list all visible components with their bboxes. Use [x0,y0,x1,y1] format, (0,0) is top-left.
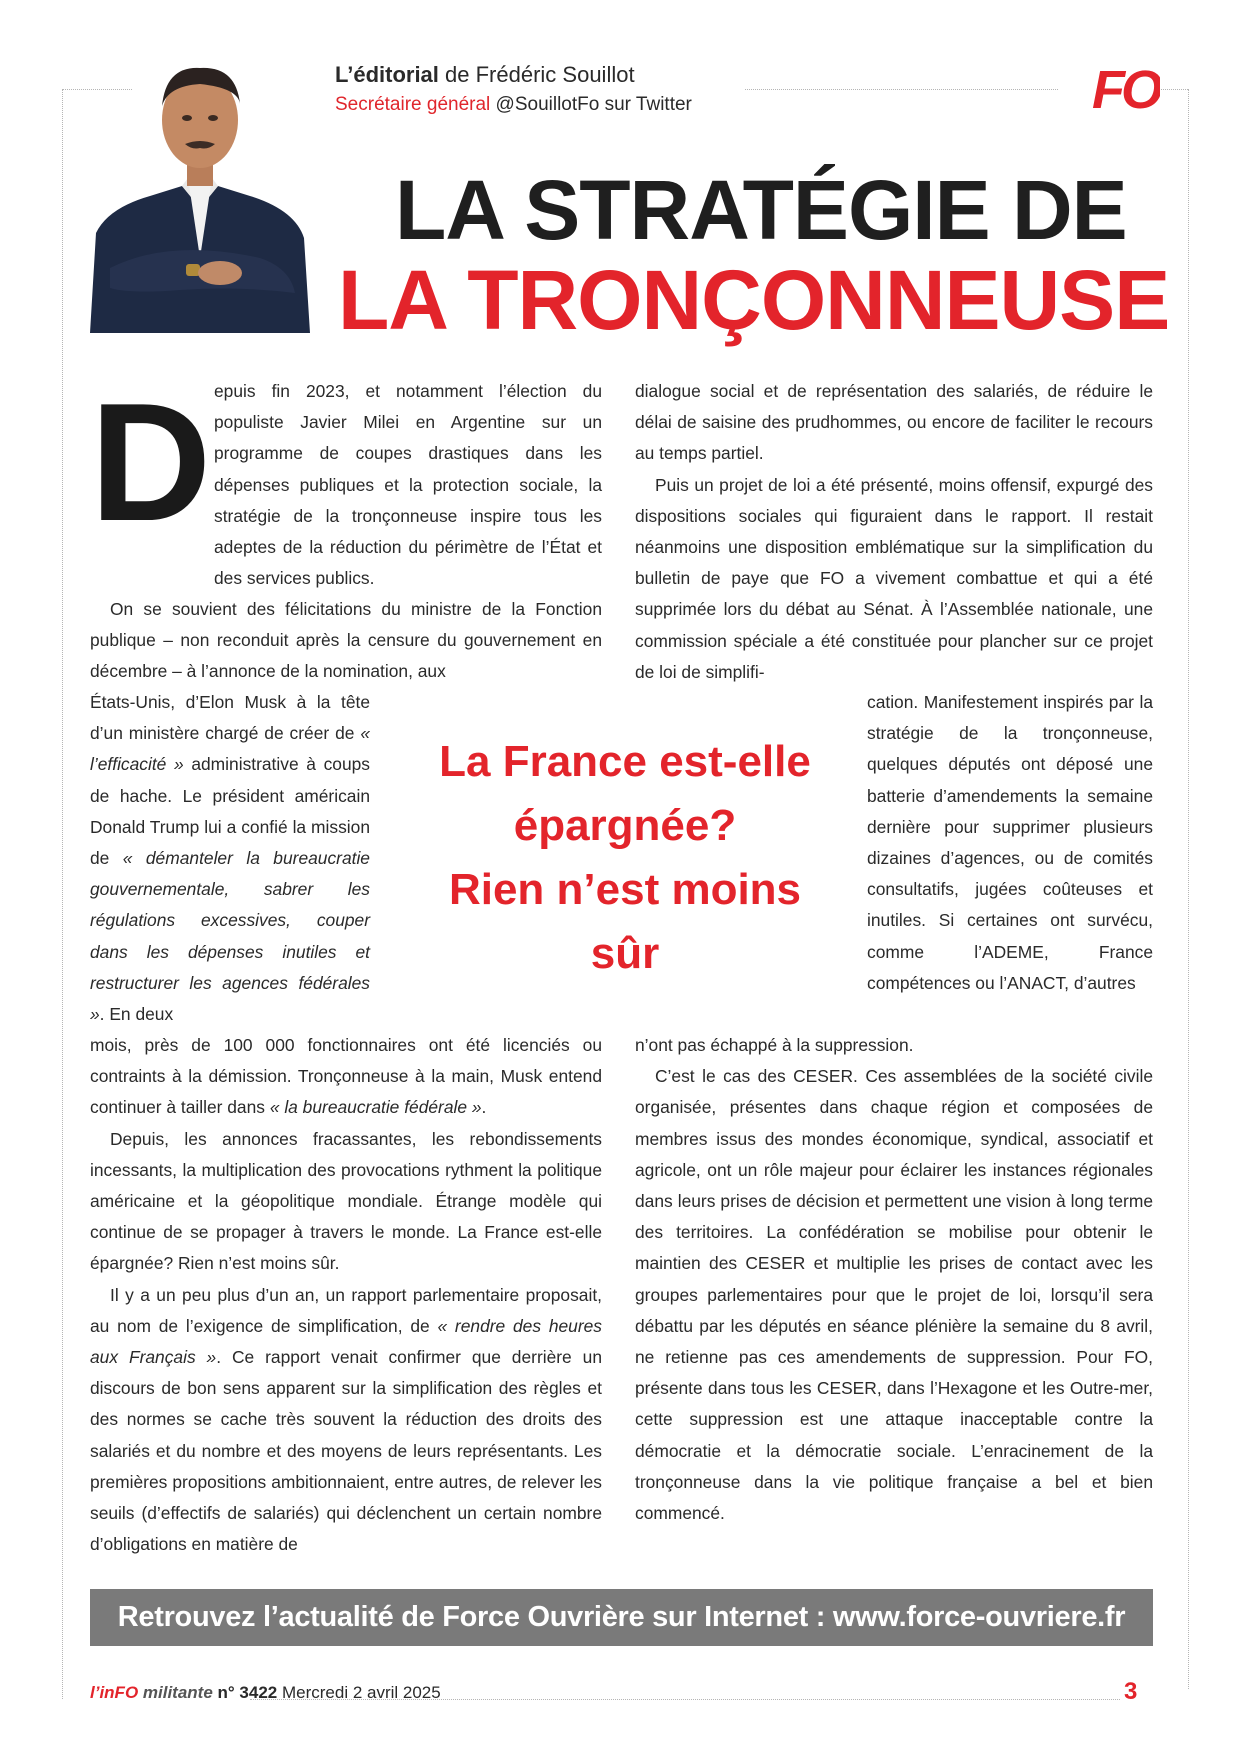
pull-quote-line: épargnée? [513,801,737,850]
article-paragraph [90,368,602,594]
fo-logo-text: FO [1092,60,1159,120]
issue-date: Mercredi 2 avril 2025 [277,1683,441,1702]
info-logo: l’inFO [90,1683,139,1702]
article-paragraph [90,687,370,1030]
drop-cap: D [90,368,212,556]
article-paragraph: n’ont pas échappé à la suppression. [635,1035,914,1055]
article-paragraph [90,1030,602,1124]
article-column-left-mid [90,594,602,688]
frame-divider [1156,89,1188,90]
article-text: États-Unis, d’Elon Musk à la tête d’un ministère chargé de créer de [90,692,370,744]
page-title-line1: LA STRATÉGIE DE [395,163,1127,257]
website-banner[interactable]: Retrouvez l’actualité de Force Ouvrière sur Internet : www.force-ouvriere.fr [90,1589,1153,1646]
article-paragraph: dialogue social et de représentation des salariés, de réduire le délai de saisine des prudhommes, ou encore de faciliter le recours au temps partiel. [635,381,1153,464]
pull-quote-line: Rien n’est moins [448,865,802,914]
article-text: . Ce rapport venait confirmer que derrière un discours de bon sens apparent sur la simplification des règles et des normes se cache très souvent la réduction des droits des salariés et du nombre et des moyens de leurs représentants. Les premières propositions ambitionnaient, entre autres, de relever les seuils (d’effectifs de salariés) qui déclenchent un certain nombre d’obligations en matière de [90,1347,602,1555]
article-paragraph: cation. Manifestement inspirés par la stratégie de la tronçonneuse, quelques députés ont déposé une batterie d’amendements la semaine dernière pour supprimer plusieurs dizaines d’agences, ou de comités consultatifs, jugées coûteuses et inutiles. Si certaines ont survécu, comme l’ADEME, France compétences ou l’ANACT, d’autres [867,692,1153,993]
publication-name: militante [138,1683,213,1702]
pull-quote-line: La France est-elle [439,737,811,786]
author-name: de Frédéric Souillot [438,62,635,87]
article-paragraph: Depuis, les annonces fracassantes, les rebondissements incessants, la multiplication des provocations rythment la politique américaine et la géopolitique mondiale. Étrange modèle qui continue de se propager à travers le monde. La France est-elle épargnée? Rien n’est moins sûr. [90,1128,602,1274]
article-text: mois, près de 100 000 fonctionnaires ont été licenciés ou contraints à la démission. Tronçonneuse à la main, Musk entend continuer à tailler dans [90,1035,602,1118]
article-column-left-top [90,368,602,594]
article-quote: « l’efficacité » [90,723,370,775]
article-text: . En deux [99,1004,174,1025]
pull-quote-line: sûr [590,929,660,978]
article-column-left-bottom [90,1030,602,1560]
article-intro: epuis fin 2023, et notamment l’élection du populiste Javier Milei en Argentine sur un programme de coupes drastiques dans les dépenses publiques et la protection sociale, la stratégie de la tronçonneuse inspire tous les adeptes de la réduction du périmètre de l’État et des services publics. [214,381,602,589]
article-text: administrative à coups de hache. Le président américain Donald Trump lui a confié la mission de [90,754,371,869]
article-paragraph: C’est le cas des CESER. Ces assemblées de la société civile organisée, présentes dans chaque région et composées de membres issus des mondes économique, syndical, associatif et agricole, ont un rôle majeur pour éclairer les instances régionales dans leurs prises de décision et permettent une vision à long terme des territoires. La confédération se mobilise pour obtenir le maintien des CESER et multiplie les prises de contact avec les groupes parlementaires pour que le projet de loi, lorsqu’il sera débattu par les députés en séance plénière la semaine du 8 avril, ne retienne pas ces amendements de suppression. Pour FO, présente dans tous les CESER, dans l’Hexagone et les Outre-mer, cette suppression est une attaque inacceptable contre la démocratie et la démocratie sociale. L’enracinement de la tronçonneuse dans la vie politique française a bel et bien commencé. [635,1066,1153,1524]
article-paragraph: On se souvient des félicitations du ministre de la Fonction publique – non reconduit après la censure du gouvernement en décembre – à l’annonce de la nomination, aux [90,599,602,682]
article-quote: « rendre des heures aux Français » [90,1315,602,1368]
article-column-right-bottom [635,1030,1153,1529]
frame-divider [1188,89,1189,1689]
article-paragraph: Puis un projet de loi a été présenté, moins offensif, expurgé des dispositions sociales qui figuraient dans le rapport. Il restait néanmoins une disposition emblématique sur la simplification du bulletin de paye que FO a vivement combattue et qui a été supprimée lors du débat au Sénat. À l’Assemblée nationale, une commission spéciale a été constituée pour plancher sur ce projet de loi de simplifi- [635,474,1153,682]
frame-divider [62,89,63,1699]
editorial-byline [335,62,635,88]
fo-logo [1090,52,1160,122]
frame-divider [745,89,1058,90]
page-title-line2: LA TRONÇONNEUSE [338,253,1170,347]
pull-quote [405,730,845,986]
article-quote: « la bureaucratie fédérale » [269,1097,482,1118]
article-text: . [481,1097,487,1118]
article-paragraph [90,1280,602,1561]
article-column-right-narrow [867,687,1153,999]
page-footer [90,1683,441,1703]
author-twitter: @SouillotFo sur Twitter [490,94,692,115]
editorial-label: L’éditorial [335,62,439,87]
article-text: Il y a un peu plus d’un an, un rapport parlementaire proposait, au nom de l’exigence de simplification, de [90,1284,602,1336]
article-quote: « démanteler la bureaucratie gouvernementale, sabrer les régulations excessives, couper dans les dépenses inutiles et restructurer les agences fédérales » [90,848,370,1025]
article-column-left-narrow [90,687,370,1030]
article-column-right-top [635,376,1153,688]
author-role: Secrétaire général [335,94,491,115]
author-role-line [335,94,692,116]
page-number: 3 [1124,1678,1138,1705]
issue-number: n° 3422 [212,1683,278,1702]
author-portrait [90,58,310,333]
